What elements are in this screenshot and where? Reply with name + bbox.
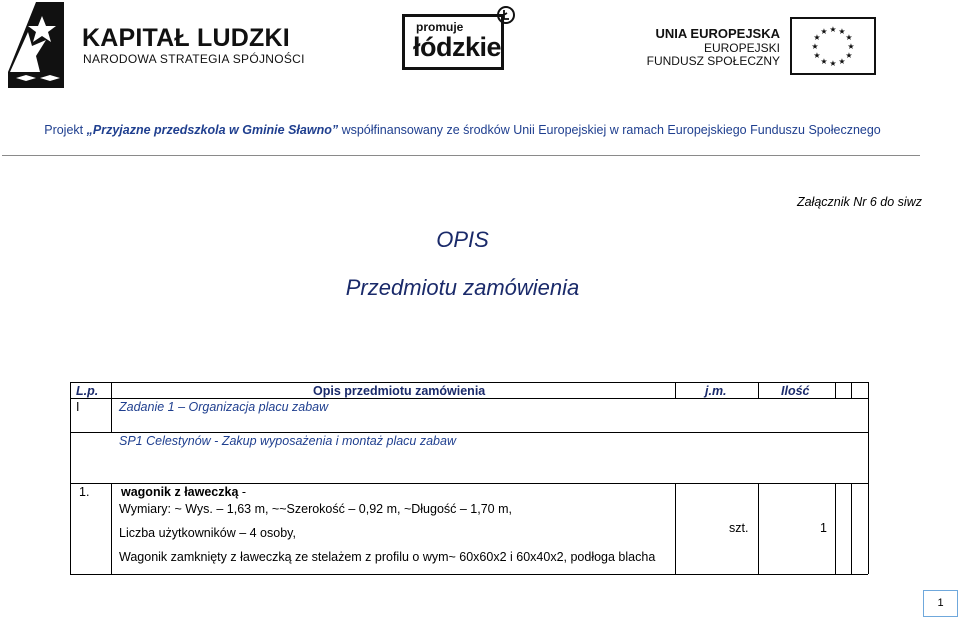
table-border-bottom	[70, 574, 868, 575]
table-col-desc	[675, 483, 676, 574]
table-col-unit	[758, 483, 759, 574]
svg-text:★: ★	[838, 57, 846, 66]
table-col-qty-head	[835, 382, 836, 398]
project-info-line	[0, 123, 925, 137]
item-name-dash: -	[241, 485, 247, 499]
table-col-lp-lower	[111, 483, 112, 574]
table-col-unit-head	[758, 382, 759, 398]
attachment-label: Załącznik Nr 6 do siwz	[796, 195, 922, 209]
svg-text:★: ★	[811, 42, 819, 51]
svg-text:★: ★	[813, 33, 821, 42]
svg-text:★: ★	[820, 57, 828, 66]
item-name: wagonik z ławeczką	[121, 485, 239, 499]
lodzkie-circle-icon	[496, 5, 516, 25]
svg-text:★: ★	[829, 25, 837, 34]
project-prefix: Projekt	[44, 123, 84, 137]
header-description: Opis przedmiotu zamówienia	[313, 384, 486, 398]
svg-text:★: ★	[845, 33, 853, 42]
kapital-ludzki-title: KAPITAŁ LUDZKI	[82, 24, 290, 52]
header-lp: L.p.	[76, 384, 99, 398]
ue-title: UNIA EUROPEJSKA	[655, 26, 780, 41]
table-col-lp-upper	[111, 382, 112, 432]
document-title: OPIS	[436, 227, 489, 252]
item-number: 1.	[79, 485, 90, 499]
item-qty: 1	[820, 521, 827, 535]
table-col-desc-head	[675, 382, 676, 398]
svg-text:★: ★	[845, 51, 853, 60]
svg-text:★: ★	[847, 42, 855, 51]
svg-text:★: ★	[829, 59, 837, 68]
item-description: Wagonik zamknięty z ławeczką ze stelażem z profilu o wym~ 60x60x2 i 60x40x2, podłoga blacha	[119, 550, 656, 564]
item-users: Liczba użytkowników – 4 osoby,	[119, 526, 296, 540]
task-label: Zadanie 1 – Organizacja placu zabaw	[119, 400, 329, 414]
section-label: SP1 Celestynów - Zakup wyposażenia i montaż placu zabaw	[119, 434, 456, 448]
document-subtitle: Przedmiotu zamówienia	[345, 275, 580, 300]
eu-flag-icon	[790, 17, 876, 75]
project-suffix: współfinansowany ze środków Unii Europejskiej w ramach Europejskiego Funduszu Społecznego	[341, 123, 881, 137]
table-header-rule	[70, 398, 868, 399]
header-divider	[2, 155, 920, 156]
table-task-rule	[70, 432, 868, 433]
ue-fund-line1: EUROPEJSKI	[703, 41, 780, 55]
ue-fund-line2: FUNDUSZ SPOŁECZNY	[646, 54, 780, 68]
promuje-label: promuje	[416, 20, 464, 34]
table-section-rule	[70, 483, 868, 484]
table-col-extra-head	[851, 382, 852, 398]
lodzkie-label: łódzkie	[413, 32, 502, 62]
header-unit: j.m.	[705, 384, 727, 398]
project-name: „Przyjazne przedszkola w Gminie Sławno”	[86, 123, 339, 137]
table-col-extra	[851, 483, 852, 574]
kapital-ludzki-logo-icon	[6, 2, 66, 88]
header-qty: Ilość	[781, 384, 810, 398]
item-unit: szt.	[729, 521, 749, 535]
item-dimensions: Wymiary: ~ Wys. – 1,63 m, ~~Szerokość – 0,92 m, ~Długość – 1,70 m,	[119, 502, 512, 516]
item-title	[121, 485, 246, 499]
kapital-ludzki-subtitle: NARODOWA STRATEGIA SPÓJNOŚCI	[83, 52, 305, 66]
task-number: I	[76, 400, 80, 414]
table-border-left	[70, 382, 71, 574]
table-col-qty	[835, 483, 836, 574]
svg-text:★: ★	[838, 27, 846, 36]
svg-text:★: ★	[813, 51, 821, 60]
page-number: 1	[923, 590, 958, 617]
table-border-right	[868, 382, 869, 574]
svg-text:★: ★	[820, 27, 828, 36]
table-border-top	[70, 382, 868, 383]
